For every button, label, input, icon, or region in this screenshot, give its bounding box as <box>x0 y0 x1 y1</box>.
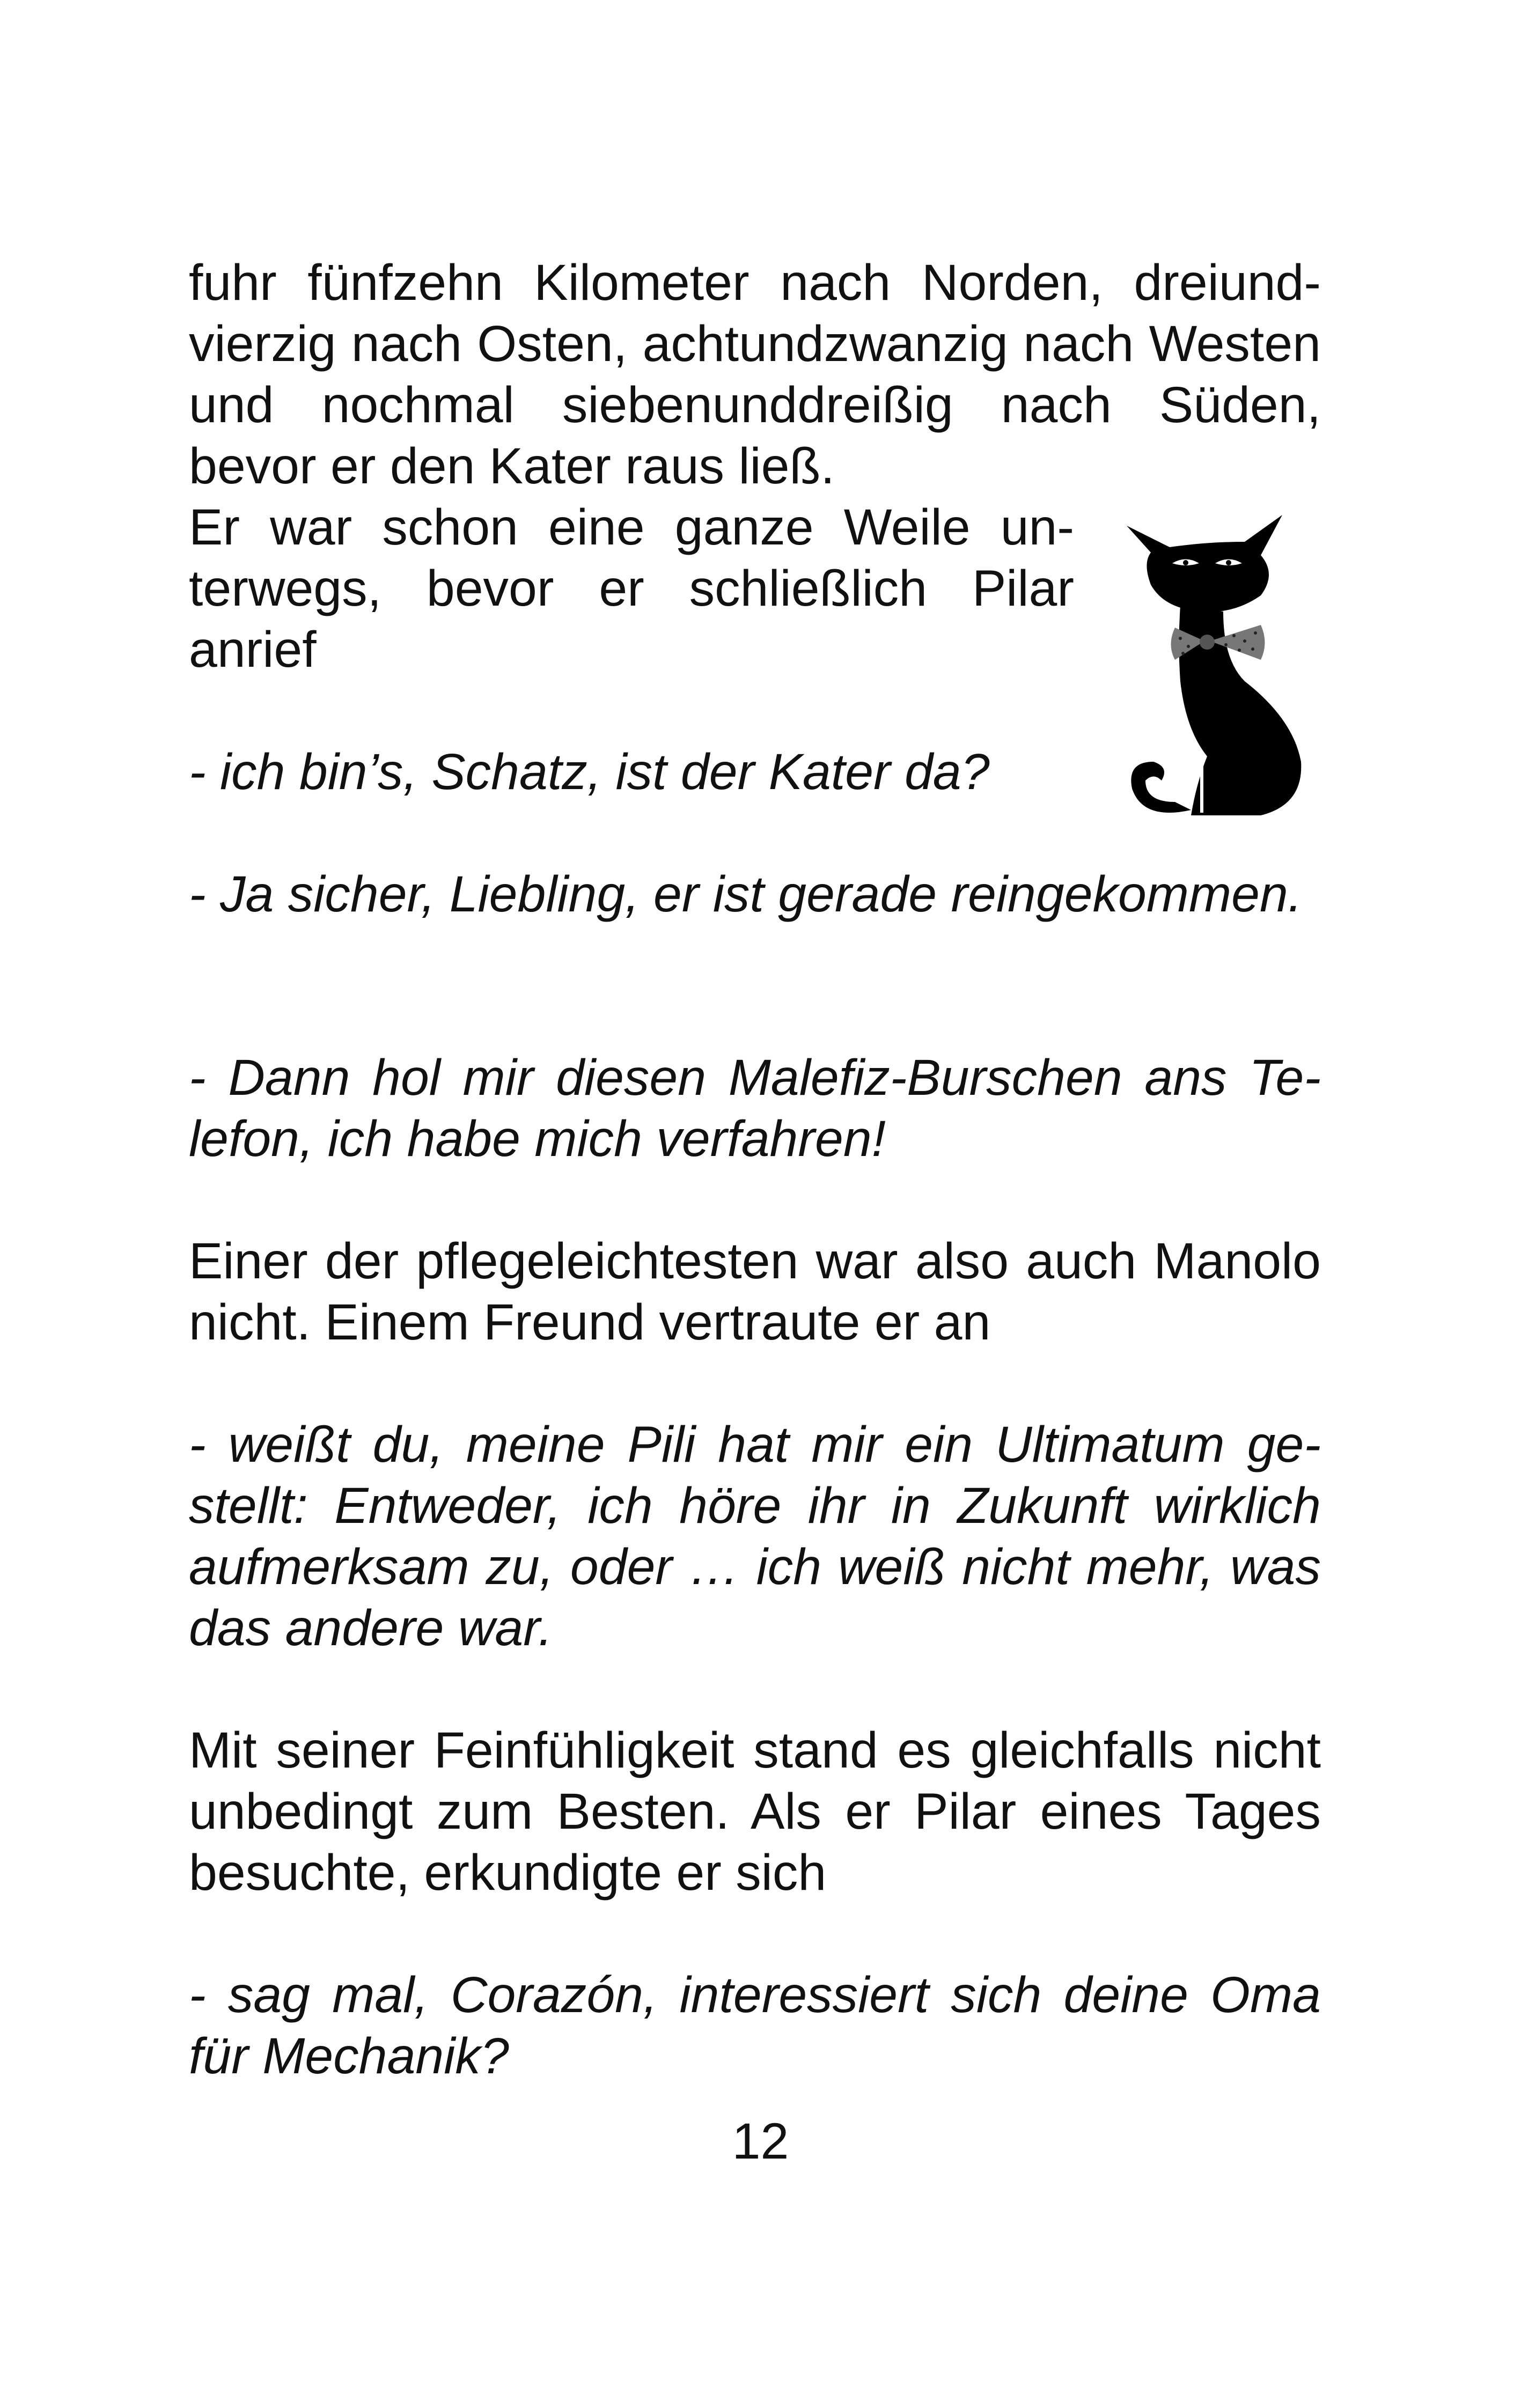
paragraph-manolo: Einer der pflegeleichtesten war also auch Manolo nicht. Einem Freund vertraute er an <box>189 1233 1321 1351</box>
paragraph-sensitivity: Mit seiner Feinfühligkeit stand es gleichfalls nicht unbedingt zum Besten. Als er Pilar eines Tages besuchte, erkundigte er sich <box>189 1722 1321 1901</box>
paragraph-driving: fuhr fünfzehn Kilometer nach Norden, dreiundvierzig nach Osten, achtundzwanzig nach Westen und nochmal siebenunddreißig nach Süden, bevor er den Kater raus ließ. <box>189 254 1321 495</box>
dialogue-line-3: - Dann hol mir diesen Malefiz-Burschen ans Telefon, ich habe mich verfahren! <box>189 1049 1321 1167</box>
dialogue-line-5: - sag mal, Corazón, interessiert sich deine Oma für Mechanik? <box>189 1967 1321 2085</box>
cat-with-bowtie-icon <box>1100 504 1325 837</box>
paragraph-phone-call: Er war schon eine ganze Weile unterwegs, bevor er schließlich Pilar anrief <box>189 499 1074 678</box>
dialogue-line-1: - ich bin’s, Schatz, ist der Kater da? <box>189 743 990 800</box>
page-number: 12 <box>732 2113 789 2170</box>
dialogue-line-4: - weißt du, meine Pili hat mir ein Ultimatum gestellt: Entweder, ich höre ihr in Zukunft wirklich aufmerksam zu, oder … ich weiß nicht mehr, was das andere war. <box>189 1416 1321 1656</box>
dialogue-line-2: - Ja sicher, Liebling, er ist gerade reingekommen. <box>189 866 1303 923</box>
